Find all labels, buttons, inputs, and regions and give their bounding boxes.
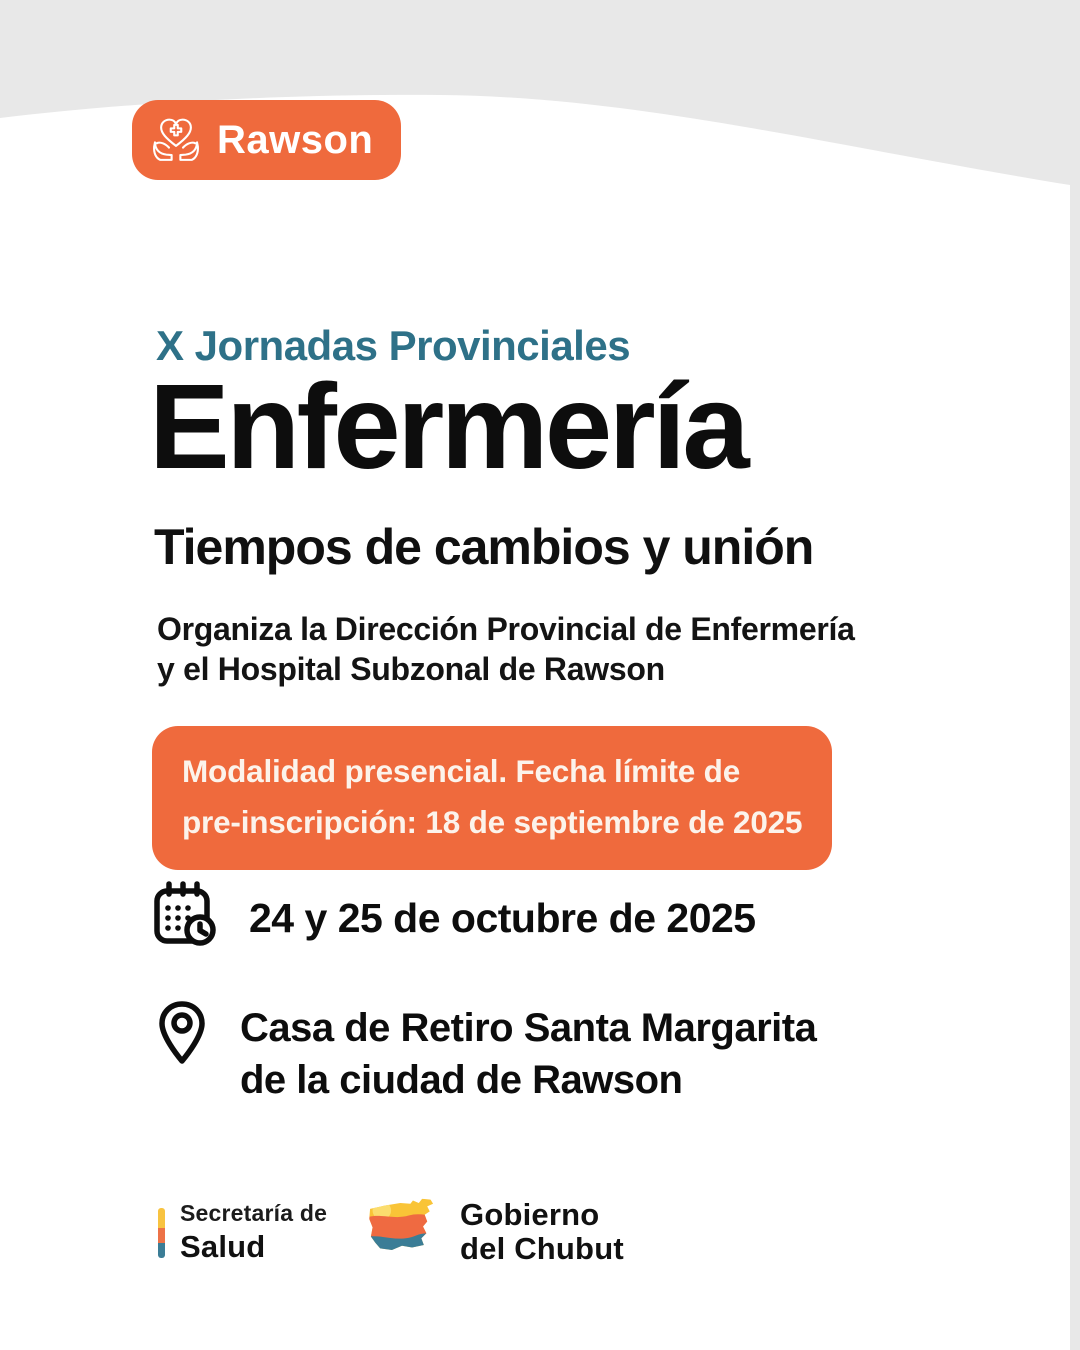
event-location [240, 1002, 816, 1106]
gobierno-chubut-logo [360, 1195, 624, 1268]
date-row [149, 878, 756, 959]
gobierno-line-2: del Chubut [460, 1230, 624, 1266]
map-pin-icon [157, 1000, 207, 1075]
salud-color-bar-icon [158, 1208, 165, 1258]
salud-line-1: Secretaría de [180, 1200, 328, 1226]
banner-line-2: pre-inscripción: 18 de septiembre de 2025 [182, 804, 803, 841]
badge-label: Rawson [217, 117, 374, 162]
gobierno-line-1: Gobierno [460, 1197, 600, 1233]
hands-holding-heart-cross-icon [148, 110, 204, 171]
location-line-2: de la ciudad de Rawson [240, 1058, 683, 1102]
salud-line-2: Salud [180, 1229, 266, 1264]
subtitle-text: Tiempos de cambios y unión [154, 519, 814, 575]
rawson-badge [132, 100, 401, 180]
page-title: Enfermería [149, 358, 747, 494]
location-line-1: Casa de Retiro Santa Margarita [240, 1006, 817, 1050]
organizer-text [157, 609, 855, 689]
event-date: 24 y 25 de octubre de 2025 [249, 895, 756, 941]
deadline-banner [152, 726, 832, 870]
salud-logo [158, 1200, 327, 1265]
organizer-line-1: Organiza la Dirección Provincial de Enfermería [157, 611, 855, 647]
banner-line-1: Modalidad presencial. Fecha límite de [182, 753, 741, 789]
calendar-clock-icon [149, 878, 219, 959]
organizer-line-2: y el Hospital Subzonal de Rawson [157, 651, 665, 687]
kicker-text: X Jornadas Provinciales [156, 322, 631, 369]
chubut-map-icon [360, 1195, 444, 1268]
location-row [157, 1000, 816, 1106]
